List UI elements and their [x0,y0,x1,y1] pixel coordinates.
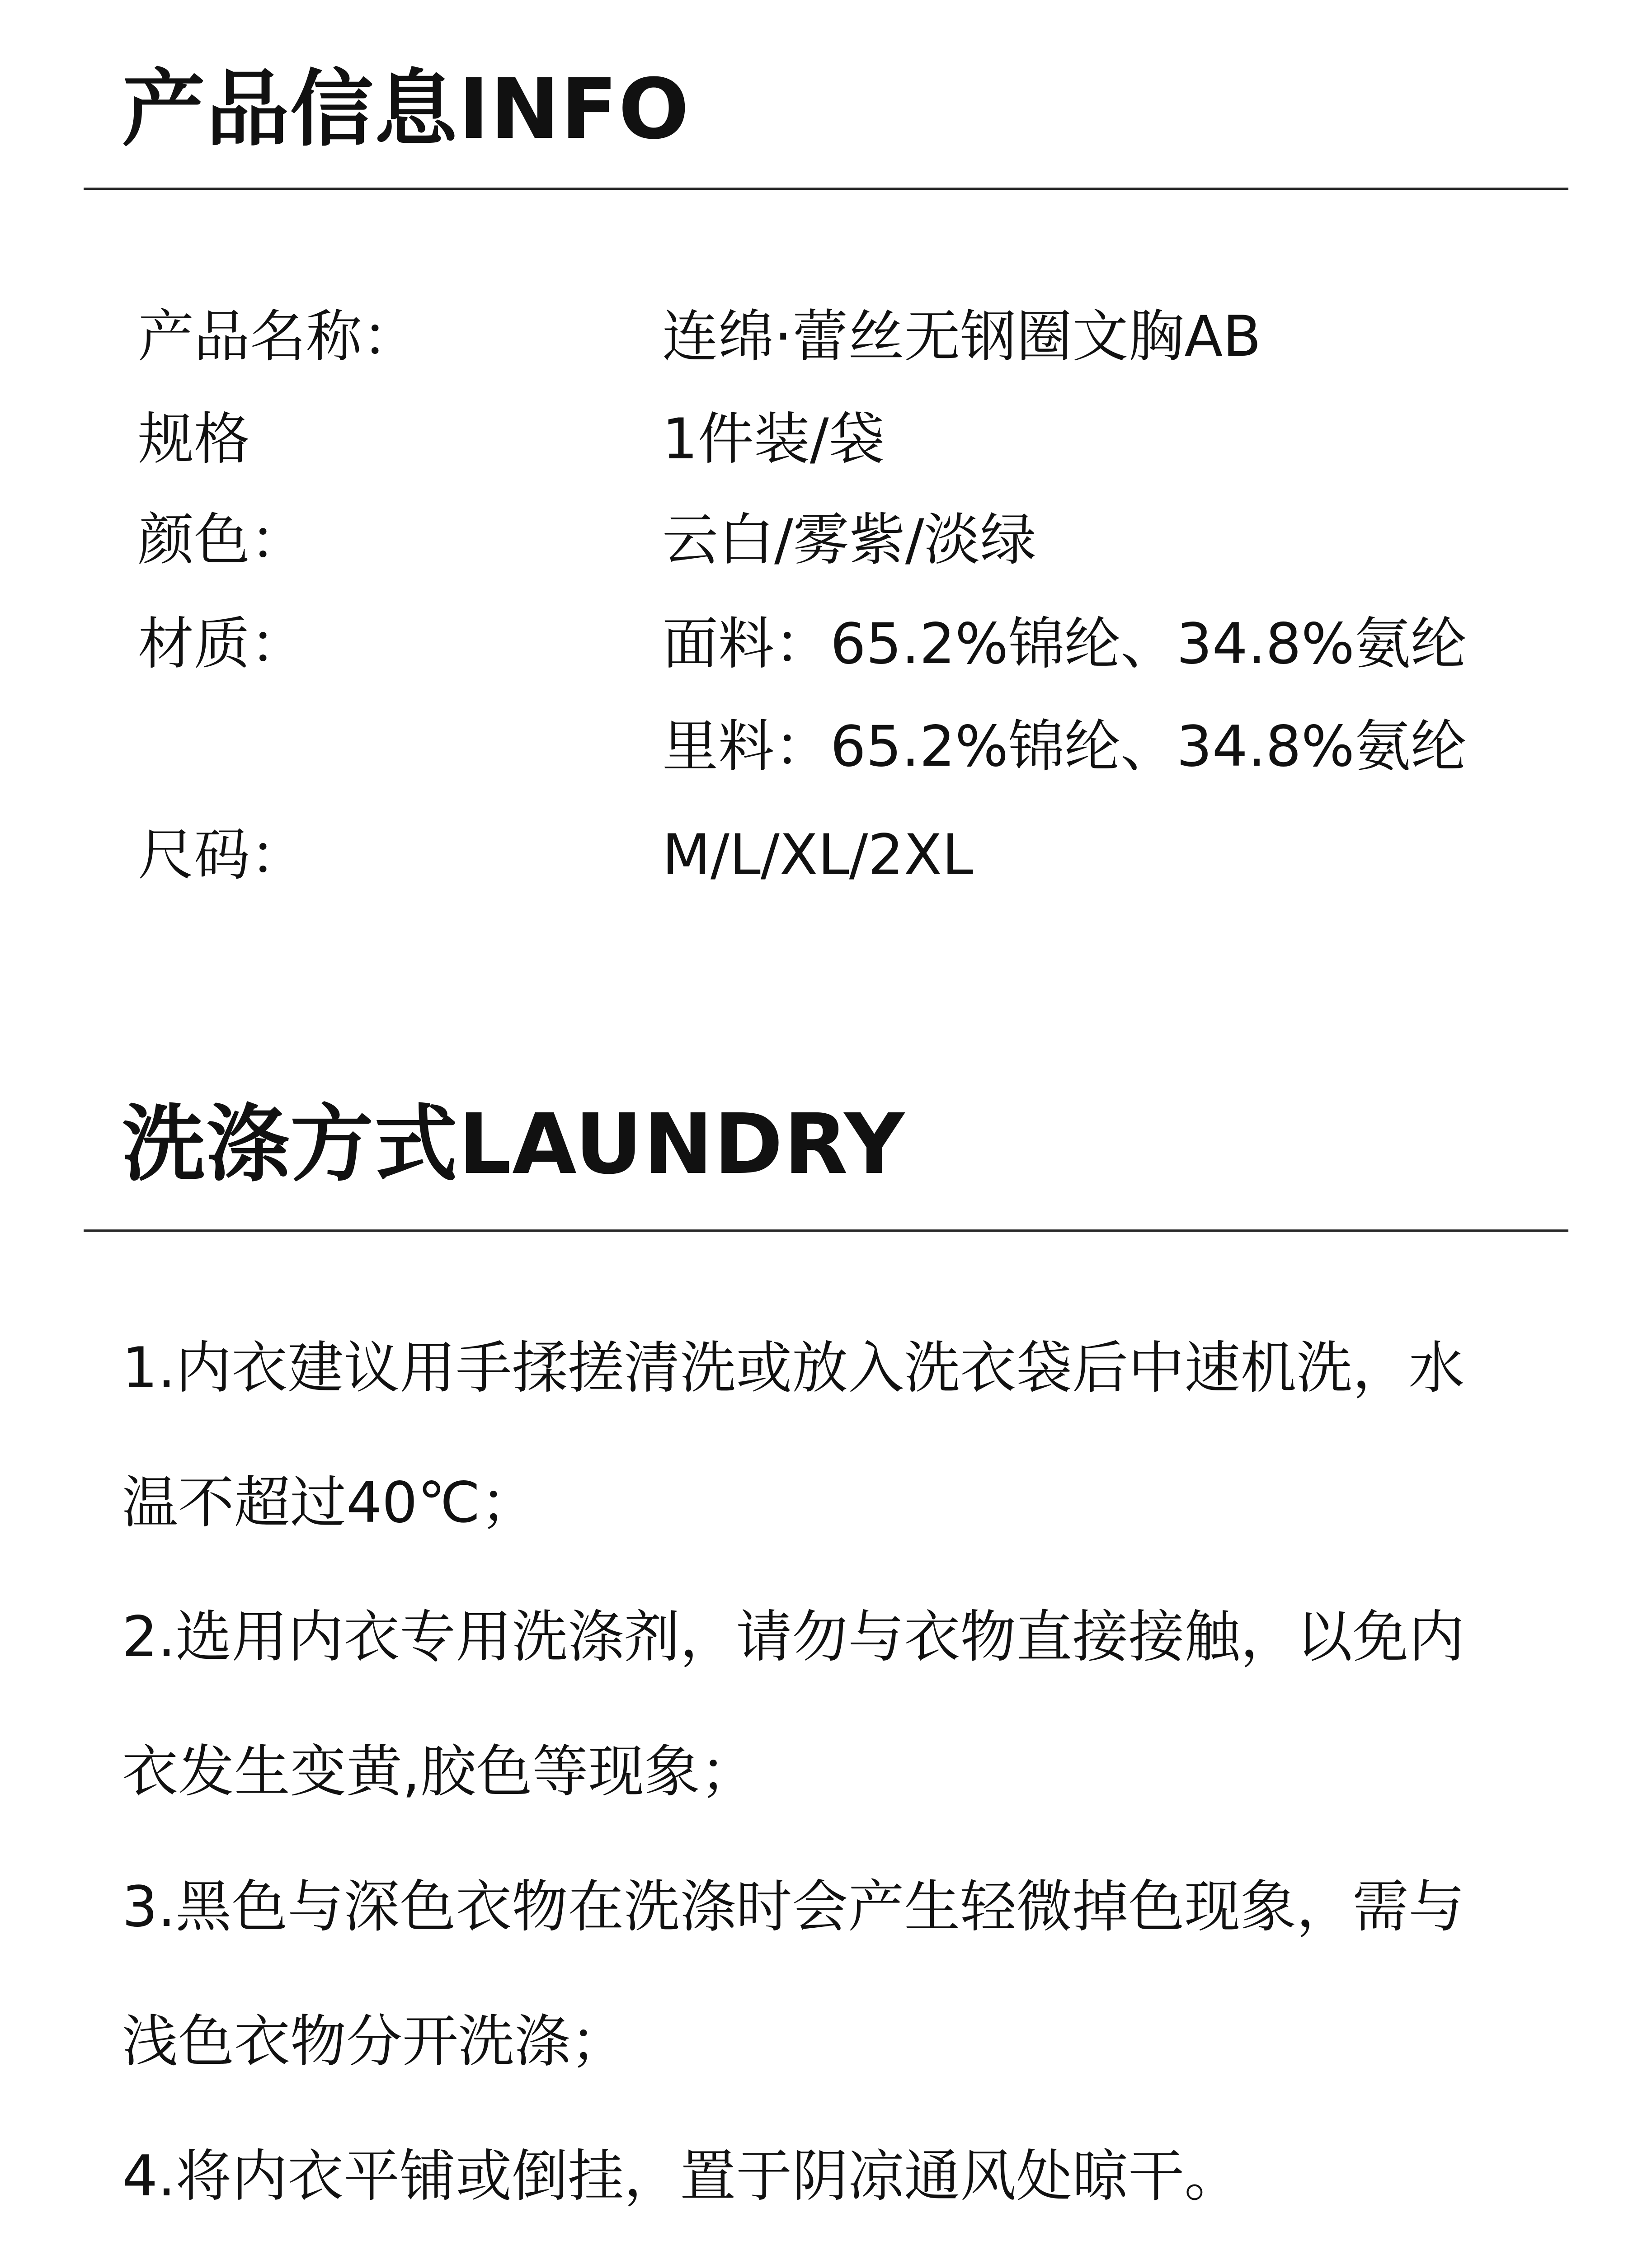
info-value-spec: 1件装/袋 [662,407,885,472]
info-title: 产品信息INFO [122,61,690,158]
info-value-material-lining: 里料：65.2%锦纶、34.8%氨纶 [662,714,1467,779]
laundry-line: 1.内衣建议用手揉搓清洗或放入洗衣袋后中速机洗，水 [122,1336,1465,1401]
laundry-line: 温不超过40℃； [122,1470,537,1535]
info-label-size: 尺码： [138,823,306,888]
info-value-color: 云白/雾紫/淡绿 [662,508,1036,573]
info-value-size: M/L/XL/2XL [662,823,974,888]
info-value-material-outer: 面料：65.2%锦纶、34.8%氨纶 [662,612,1467,677]
info-value-name: 连绵·蕾丝无钢圈文胸AB [662,304,1261,369]
laundry-line: 浅色衣物分开洗涤； [122,2009,627,2074]
info-label-spec: 规格 [138,407,250,472]
laundry-divider [84,1229,1568,1232]
laundry-line: 3.黑色与深色衣物在洗涤时会产生轻微掉色现象，需与 [122,1874,1465,1940]
info-label-material: 材质： [138,612,306,677]
info-label-name: 产品名称： [138,304,419,369]
laundry-line: 衣发生变黄,胶色等现象； [122,1739,757,1804]
laundry-title: 洗涤方式LAUNDRY [122,1096,905,1193]
info-divider [84,188,1568,190]
info-label-color: 颜色： [138,508,306,573]
laundry-line: 2.选用内衣专用洗涤剂，请勿与衣物直接接触，以免内 [122,1605,1465,1670]
laundry-line: 4.将内衣平铺或倒挂，置于阴凉通风处晾干。 [122,2144,1241,2209]
